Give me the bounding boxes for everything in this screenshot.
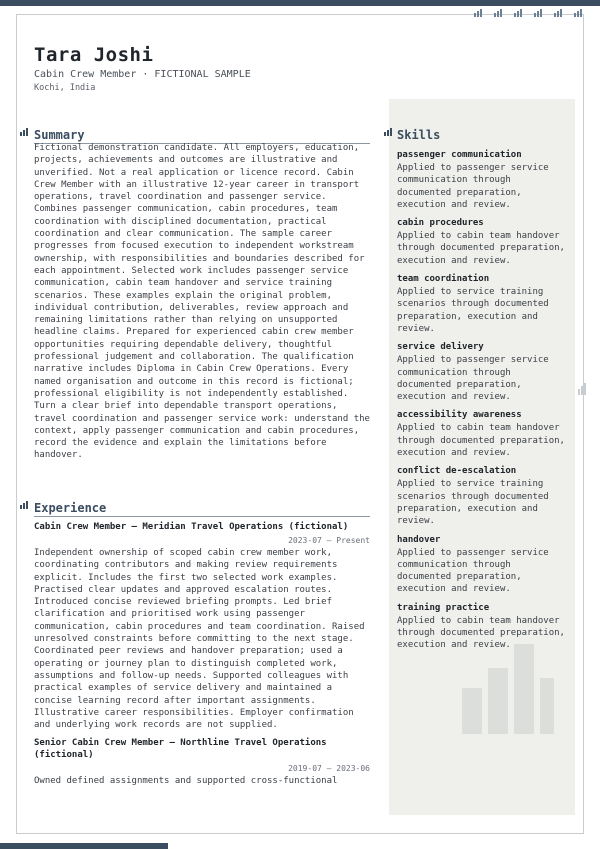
candidate-location: Kochi, India bbox=[34, 83, 96, 93]
skill-description: Applied to service training scenarios through documented preparation, execution and review. bbox=[397, 287, 549, 334]
skill-item bbox=[397, 217, 569, 267]
skill-description: Applied to passenger service communication through documented preparation, execution and review. bbox=[397, 355, 549, 403]
skill-description: Applied to cabin team handover through documented preparation, execution and review. bbox=[397, 231, 565, 266]
job-dates: 2019-07 – 2023-06 bbox=[288, 764, 370, 774]
job-title: Senior Cabin Crew Member — Northline Travel Operations (fictional) bbox=[34, 738, 327, 761]
skill-name: handover bbox=[397, 534, 441, 545]
skill-description: Applied to passenger service communication through documented preparation, execution and review. bbox=[397, 547, 549, 595]
bar-chart-icon bbox=[554, 9, 562, 17]
skill-item bbox=[397, 273, 569, 335]
skill-item bbox=[397, 534, 569, 596]
bar-chart-icon bbox=[534, 9, 542, 17]
bar-chart-icon bbox=[20, 501, 28, 509]
skill-item bbox=[397, 149, 569, 211]
bar-chart-icon bbox=[494, 9, 502, 17]
job-description: Owned defined assignments and supported cross-functional bbox=[34, 776, 338, 787]
bar-chart-icon bbox=[578, 383, 586, 395]
bar-chart-icon bbox=[514, 9, 522, 17]
skill-item bbox=[397, 341, 569, 403]
candidate-name: Tara Joshi bbox=[34, 44, 154, 66]
experience-list bbox=[34, 521, 370, 794]
resume-header bbox=[34, 44, 374, 94]
summary-heading: Summary bbox=[34, 128, 370, 144]
skill-description: Applied to cabin team handover through documented preparation, execution and review. bbox=[397, 423, 565, 459]
skill-description: Applied to cabin team handover through documented preparation, execution and review. bbox=[397, 615, 565, 651]
job-entry bbox=[34, 521, 370, 731]
bar-chart-icon bbox=[574, 9, 582, 17]
skill-description: Applied to passenger service communication through documented preparation, execution and review. bbox=[397, 163, 549, 210]
bar-chart-icon bbox=[474, 9, 482, 17]
skill-item bbox=[397, 409, 569, 459]
job-description: Independent ownership of scoped cabin crew member work, coordinating contributors and making review requirements explicit. Includes the first two selected work examples. Practised clear updates and approved escalation routes. Introduced concise reviewed briefing prompts. Led brief clarification and prioritised work using passenger communication, cabin procedures and team coordination. Raised unresolved constraints before committing to the next stage. Coordinated peer reviews and handover preparation; used a operating or journey plan to distinguish completed work, assumptions and follow-up needs. Supported colleagues with practical examples of service delivery and maintained a concise learning record after important assignments. Illustrative career responsibilities. Employer confirmation and underlying work records are not supplied. bbox=[34, 548, 365, 731]
candidate-role: Cabin Crew Member · FICTIONAL SAMPLE bbox=[34, 69, 251, 80]
skill-name: passenger communication bbox=[397, 150, 522, 160]
skill-name: training practice bbox=[397, 602, 490, 613]
job-title: Cabin Crew Member — Meridian Travel Operations (fictional) bbox=[34, 522, 349, 532]
skill-name: conflict de-escalation bbox=[397, 466, 517, 477]
skills-heading: Skills bbox=[397, 128, 441, 142]
skill-item bbox=[397, 602, 569, 652]
skill-name: service delivery bbox=[397, 342, 484, 353]
top-accent-bar bbox=[0, 0, 600, 6]
skill-name: accessibility awareness bbox=[397, 410, 522, 421]
bottom-accent-bar bbox=[0, 843, 168, 849]
summary-text: Fictional demonstration candidate. All employers, education, projects, achievements and outcomes are illustrative and unverified. Not a real application or licence record. Cabin Crew Member with an illustrative 12-year career in transport operations, travel coordination and passenger service. Combines passenger communication, cabin procedures, team coordination with disciplined documentation, practical coordination and clear communication. The sample career progresses from focused execution to independent workstream ownership, with responsibilities and boundaries described for each appointment. Selected work includes passenger service communication, cabin team handover and service training scenarios. These examples explain the original problem, individual contribution, deliverables, review approach and remaining limitations rather than relying on unsupported headline claims. Prepared for experienced cabin crew member opportunities requiring dependable delivery, thoughtful professional judgement and collaboration. The qualification narrative includes Diploma in Cabin Crew Operations. Every named organisation and outcome in this record is fictional; professional eligibility is not independently established. Turn a clear brief into dependable transport operations, travel coordination and passenger service work: understand the context, apply passenger communication and cabin procedures, record the evidence and explain the limitations before handover. bbox=[34, 143, 370, 461]
bar-chart-icon bbox=[384, 128, 392, 136]
job-entry bbox=[34, 737, 370, 787]
job-dates: 2023-07 – Present bbox=[288, 536, 370, 545]
bar-chart-icon bbox=[20, 128, 28, 136]
skill-item bbox=[397, 465, 569, 527]
skill-description: Applied to service training scenarios through documented preparation, execution and review. bbox=[397, 479, 549, 527]
skill-name: cabin procedures bbox=[397, 218, 484, 229]
experience-heading: Experience bbox=[34, 501, 370, 517]
skill-name: team coordination bbox=[397, 274, 490, 285]
skills-list bbox=[397, 149, 569, 658]
